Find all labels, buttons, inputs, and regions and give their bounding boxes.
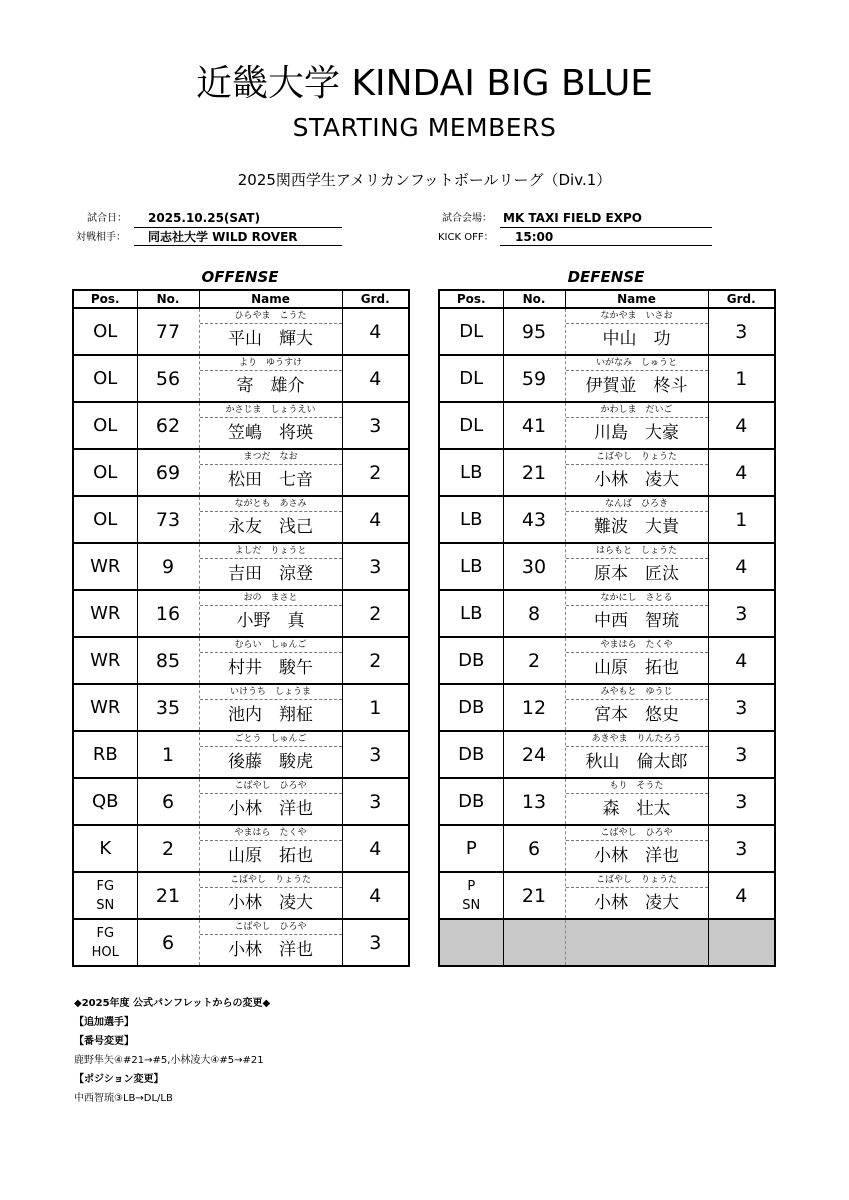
empty-row — [439, 919, 775, 966]
offense-row — [73, 637, 409, 684]
player-name: 小林 洋也 — [594, 846, 679, 866]
number-change-text: 鹿野隼矢④#21→#5,小林凌大④#5→#21 — [74, 1055, 264, 1066]
player-name: 小林 凌大 — [594, 893, 679, 913]
defense-row — [439, 684, 775, 731]
player-kana: かわしま だいご — [566, 403, 708, 418]
player-name: 伊賀並 柊斗 — [585, 376, 688, 396]
grade: 4 — [708, 637, 775, 684]
position: OL — [73, 449, 137, 496]
kickoff-value: 15:00 — [515, 230, 554, 244]
jersey-number: 21 — [503, 872, 565, 919]
defense-row — [439, 637, 775, 684]
jersey-number: 6 — [503, 825, 565, 872]
defense-row — [439, 355, 775, 402]
jersey-number: 77 — [137, 308, 199, 355]
position: OL — [73, 496, 137, 543]
page-subtitle: STARTING MEMBERS — [292, 113, 557, 142]
grade: 3 — [708, 731, 775, 778]
grade-header: Grd. — [708, 290, 775, 308]
player-name-cell — [199, 402, 342, 449]
grade: 4 — [708, 449, 775, 496]
position: LB — [439, 543, 503, 590]
grade: 1 — [708, 355, 775, 402]
offense-row — [73, 402, 409, 449]
grade: 4 — [342, 308, 409, 355]
player-kana: ながとも あさみ — [200, 497, 342, 512]
pos-header: Pos. — [73, 290, 137, 308]
player-kana: むらい しゅんご — [200, 638, 342, 653]
jersey-number: 56 — [137, 355, 199, 402]
defense-header-row — [439, 290, 775, 308]
player-kana: かさじま しょうえい — [200, 403, 342, 418]
jersey-number: 13 — [503, 778, 565, 825]
player-name-cell — [199, 919, 342, 966]
empty-cell — [565, 919, 708, 966]
name-header: Name — [199, 290, 342, 308]
jersey-number: 12 — [503, 684, 565, 731]
jersey-number: 95 — [503, 308, 565, 355]
grade: 4 — [708, 872, 775, 919]
position-line-1: FG — [96, 925, 115, 941]
player-name-cell — [199, 637, 342, 684]
player-name-cell — [565, 496, 708, 543]
position: DL — [439, 402, 503, 449]
player-name: 池内 翔柾 — [228, 705, 313, 725]
grade: 3 — [708, 825, 775, 872]
grade: 4 — [342, 825, 409, 872]
player-kana: こばやし りょうた — [200, 873, 342, 888]
defense-row — [439, 402, 775, 449]
defense-row — [439, 872, 775, 919]
player-name-cell — [199, 543, 342, 590]
jersey-number: 41 — [503, 402, 565, 449]
jersey-number: 21 — [137, 872, 199, 919]
position: LB — [439, 496, 503, 543]
grade: 3 — [708, 590, 775, 637]
empty-cell — [439, 919, 503, 966]
player-name: 山原 拓也 — [594, 658, 679, 678]
player-name: 吉田 涼登 — [228, 564, 313, 584]
player-name-cell — [565, 778, 708, 825]
offense-title: OFFENSE — [201, 268, 279, 286]
position-change-text: 中西智琉③LB→DL/LB — [74, 1093, 173, 1104]
grade: 4 — [708, 543, 775, 590]
defense-row — [439, 496, 775, 543]
date-value: 2025.10.25(SAT) — [148, 211, 261, 225]
position-change-heading: 【ポジション変更】 — [74, 1074, 164, 1085]
defense-row — [439, 778, 775, 825]
jersey-number: 59 — [503, 355, 565, 402]
position — [73, 919, 137, 966]
offense-row — [73, 449, 409, 496]
player-kana: ひらやま こうた — [200, 309, 342, 324]
player-kana: より ゆうすけ — [200, 356, 342, 371]
defense-row — [439, 731, 775, 778]
player-name-cell — [565, 825, 708, 872]
position: WR — [73, 684, 137, 731]
player-name-cell — [565, 590, 708, 637]
pos-header: Pos. — [439, 290, 503, 308]
offense-row — [73, 684, 409, 731]
jersey-number: 6 — [137, 919, 199, 966]
jersey-number: 24 — [503, 731, 565, 778]
opponent-label: 対戦相手： — [76, 232, 126, 243]
player-name: 秋山 倫太郎 — [585, 752, 688, 772]
offense-row — [73, 778, 409, 825]
player-name-cell — [199, 684, 342, 731]
position: P — [439, 825, 503, 872]
player-kana: もり そうた — [566, 779, 708, 794]
offense-row — [73, 825, 409, 872]
position-line-1: FG — [96, 878, 115, 894]
player-kana: いがなみ しゅうと — [566, 356, 708, 371]
player-name-cell — [199, 355, 342, 402]
venue-label: 試合会場： — [442, 213, 492, 224]
defense-row — [439, 449, 775, 496]
player-name: 永友 浅己 — [228, 517, 313, 537]
player-kana: いけうち しょうま — [200, 685, 342, 700]
offense-header-row — [73, 290, 409, 308]
position: OL — [73, 402, 137, 449]
date-label: 試合日： — [87, 213, 127, 224]
position-line-2: HOL — [91, 944, 119, 960]
venue-value: MK TAXI FIELD EXPO — [503, 211, 642, 225]
player-kana: みやもと ゆうじ — [566, 685, 708, 700]
player-name: 森 壮太 — [602, 799, 671, 819]
defense-row — [439, 308, 775, 355]
position: DB — [439, 637, 503, 684]
position: WR — [73, 543, 137, 590]
player-name-cell — [565, 355, 708, 402]
grade: 3 — [342, 919, 409, 966]
offense-row — [73, 731, 409, 778]
position-line-2: SN — [462, 897, 481, 913]
player-kana: こばやし りょうた — [566, 873, 708, 888]
grade: 4 — [342, 872, 409, 919]
player-kana: やまはら たくや — [200, 826, 342, 841]
date-underline — [134, 227, 342, 228]
jersey-number: 16 — [137, 590, 199, 637]
empty-cell — [503, 919, 565, 966]
grade: 2 — [342, 590, 409, 637]
kickoff-label: KICK OFF： — [438, 232, 494, 243]
notes-heading: ◆2025年度 公式パンフレットからの変更◆ — [74, 998, 271, 1009]
player-kana: こばやし ひろや — [200, 920, 342, 935]
position-line-1: P — [467, 878, 476, 894]
kickoff-underline — [500, 245, 712, 246]
jersey-number: 2 — [503, 637, 565, 684]
player-name: 山原 拓也 — [228, 846, 313, 866]
position: WR — [73, 637, 137, 684]
jersey-number: 8 — [503, 590, 565, 637]
player-name: 小林 洋也 — [228, 799, 313, 819]
empty-cell — [708, 919, 775, 966]
offense-row — [73, 308, 409, 355]
jersey-number: 6 — [137, 778, 199, 825]
jersey-number: 62 — [137, 402, 199, 449]
number-change-heading: 【番号変更】 — [74, 1036, 134, 1047]
player-name-cell — [199, 778, 342, 825]
player-kana: はらもと しょうた — [566, 544, 708, 559]
player-kana: おの まさと — [200, 591, 342, 606]
player-name: 村井 駿午 — [228, 658, 313, 678]
player-kana: なかやま いさお — [566, 309, 708, 324]
jersey-number: 9 — [137, 543, 199, 590]
player-name-cell — [199, 590, 342, 637]
position: OL — [73, 355, 137, 402]
defense-title: DEFENSE — [567, 268, 645, 286]
no-header: No. — [137, 290, 199, 308]
defense-table — [438, 289, 776, 967]
player-kana: あきやま りんたろう — [566, 732, 708, 747]
player-name-cell — [565, 308, 708, 355]
defense-row — [439, 825, 775, 872]
jersey-number: 21 — [503, 449, 565, 496]
player-name-cell — [199, 496, 342, 543]
grade: 1 — [342, 684, 409, 731]
jersey-number: 69 — [137, 449, 199, 496]
player-kana: なかにし さとる — [566, 591, 708, 606]
player-name: 松田 七音 — [228, 470, 313, 490]
offense-table — [72, 289, 410, 967]
grade: 3 — [708, 308, 775, 355]
player-name: 小野 真 — [236, 611, 305, 631]
player-name-cell — [565, 543, 708, 590]
opponent-underline — [134, 245, 342, 246]
player-name: 後藤 駿虎 — [228, 752, 313, 772]
player-kana: ごとう しゅんご — [200, 732, 342, 747]
player-name-cell — [199, 449, 342, 496]
league-name: 2025関西学生アメリカンフットボールリーグ（Div.1） — [237, 171, 612, 189]
jersey-number: 73 — [137, 496, 199, 543]
player-name: 小林 凌大 — [594, 470, 679, 490]
player-name: 中山 功 — [602, 329, 671, 349]
player-name: 笠嶋 将瑛 — [228, 423, 313, 443]
player-name: 平山 輝大 — [228, 329, 313, 349]
no-header: No. — [503, 290, 565, 308]
venue-underline — [500, 227, 712, 228]
grade: 2 — [342, 637, 409, 684]
page-title: 近畿大学 KINDAI BIG BLUE — [195, 63, 654, 104]
position: QB — [73, 778, 137, 825]
player-name: 中西 智琉 — [594, 611, 679, 631]
position: LB — [439, 449, 503, 496]
offense-row — [73, 355, 409, 402]
changes-notes — [74, 994, 474, 1108]
offense-row — [73, 872, 409, 919]
player-name: 川島 大豪 — [594, 423, 679, 443]
offense-row — [73, 590, 409, 637]
position: OL — [73, 308, 137, 355]
grade: 2 — [342, 449, 409, 496]
position: DB — [439, 778, 503, 825]
jersey-number: 2 — [137, 825, 199, 872]
jersey-number: 85 — [137, 637, 199, 684]
grade: 3 — [342, 731, 409, 778]
defense-row — [439, 590, 775, 637]
position: WR — [73, 590, 137, 637]
player-kana: やまはら たくや — [566, 638, 708, 653]
player-kana: まつだ なお — [200, 450, 342, 465]
grade: 4 — [342, 496, 409, 543]
player-name: 宮本 悠史 — [594, 705, 679, 725]
player-name: 小林 洋也 — [228, 940, 313, 960]
position: DL — [439, 308, 503, 355]
offense-row — [73, 919, 409, 966]
grade: 3 — [708, 684, 775, 731]
player-name: 原本 匠汰 — [594, 564, 679, 584]
player-name-cell — [565, 731, 708, 778]
position — [439, 872, 503, 919]
player-name-cell — [199, 872, 342, 919]
offense-row — [73, 496, 409, 543]
player-name: 寄 雄介 — [236, 376, 305, 396]
position: RB — [73, 731, 137, 778]
position: DL — [439, 355, 503, 402]
player-name-cell — [565, 872, 708, 919]
jersey-number: 1 — [137, 731, 199, 778]
grade-header: Grd. — [342, 290, 409, 308]
player-name-cell — [565, 684, 708, 731]
name-header: Name — [565, 290, 708, 308]
player-name-cell — [199, 825, 342, 872]
grade: 4 — [708, 402, 775, 449]
player-name-cell — [199, 731, 342, 778]
player-name: 難波 大貴 — [594, 517, 679, 537]
player-name-cell — [199, 308, 342, 355]
grade: 3 — [708, 778, 775, 825]
player-name-cell — [565, 637, 708, 684]
jersey-number: 35 — [137, 684, 199, 731]
position: DB — [439, 684, 503, 731]
grade: 3 — [342, 778, 409, 825]
offense-row — [73, 543, 409, 590]
player-name: 小林 凌大 — [228, 893, 313, 913]
position: K — [73, 825, 137, 872]
player-name-cell — [565, 449, 708, 496]
position: LB — [439, 590, 503, 637]
grade: 3 — [342, 402, 409, 449]
player-kana: こばやし りょうた — [566, 450, 708, 465]
grade: 1 — [708, 496, 775, 543]
position — [73, 872, 137, 919]
player-kana: なんば ひろき — [566, 497, 708, 512]
player-name-cell — [565, 402, 708, 449]
jersey-number: 43 — [503, 496, 565, 543]
added-players-heading: 【追加選手】 — [74, 1017, 134, 1028]
opponent-value: 同志社大学 WILD ROVER — [148, 230, 298, 244]
position-line-2: SN — [96, 897, 115, 913]
player-kana: こばやし ひろや — [566, 826, 708, 841]
defense-row — [439, 543, 775, 590]
position: DB — [439, 731, 503, 778]
jersey-number: 30 — [503, 543, 565, 590]
player-kana: よしだ りょうと — [200, 544, 342, 559]
player-kana: こばやし ひろや — [200, 779, 342, 794]
grade: 3 — [342, 543, 409, 590]
grade: 4 — [342, 355, 409, 402]
